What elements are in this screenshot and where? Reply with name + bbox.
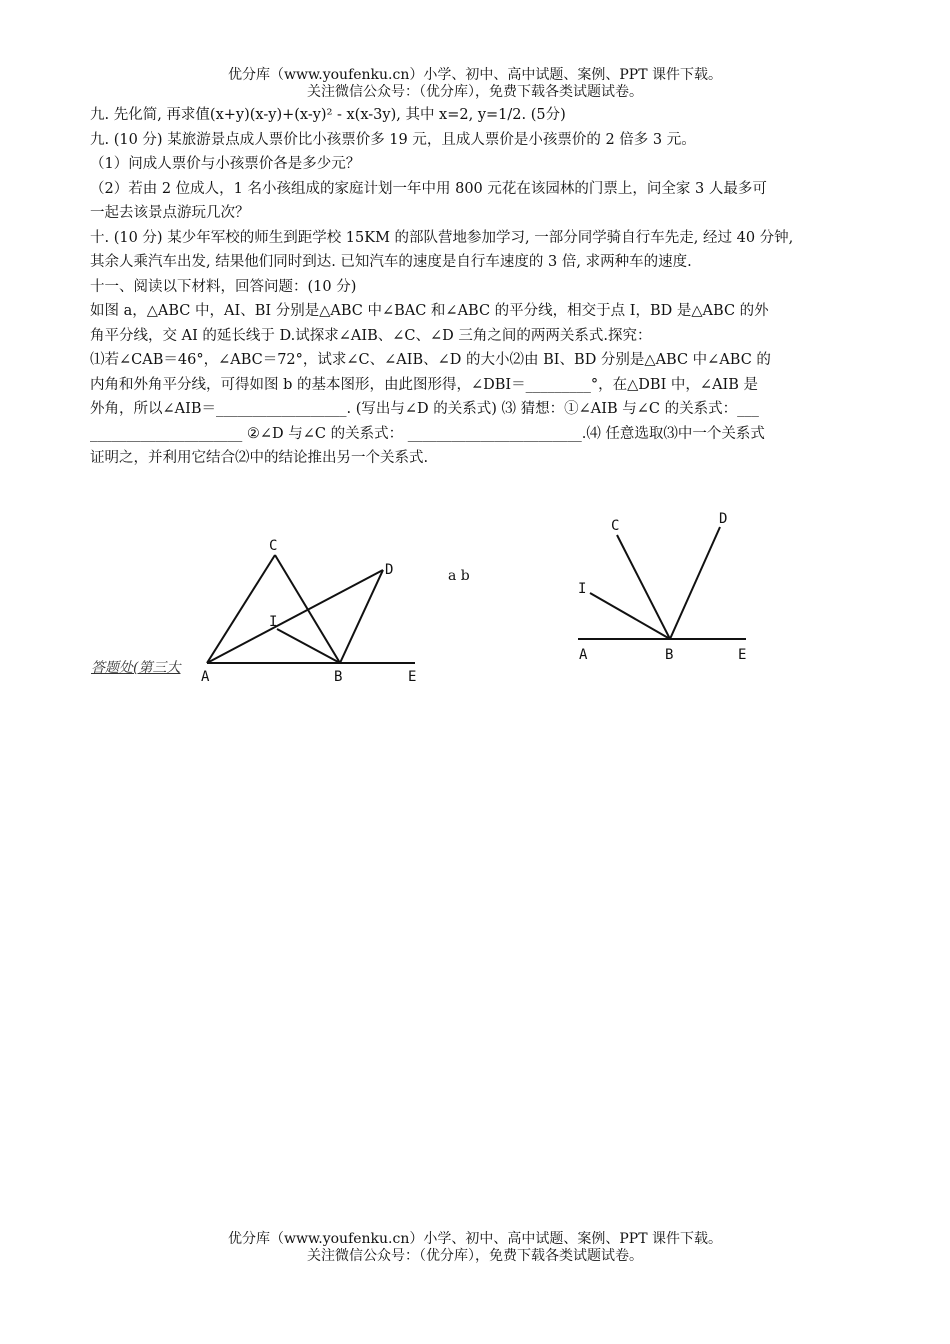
figure-caption: a b <box>448 568 470 584</box>
label-D: D <box>385 562 394 578</box>
label-A: A <box>579 647 588 663</box>
text-line: 十. (10 分) 某少年军校的师生到距学校 15KM 的部队营地参加学习, 一部分同学骑自行车先走, 经过 40 分钟, <box>90 229 794 246</box>
segment-AD <box>207 570 383 663</box>
text-line: 其余人乘汽车出发, 结果他们同时到达. 已知汽车的速度是自行车速度的 3 倍, 求两种车的速度. <box>90 254 692 270</box>
footer-line-1: 优分库（www.youfenku.cn）小学、初中、高中试题、案例、PPT 课件下载。 <box>227 1231 722 1247</box>
text-line: 九. 先化简, 再求值(x+y)(x-y)+(x-y)² - x(x-3y), 其中 x=2, y=1/2. (5分) <box>90 107 566 123</box>
label-E: E <box>738 647 747 663</box>
label-I: I <box>269 614 278 630</box>
footer-line-2: 关注微信公众号：（优分库），免费下载各类试题试卷。 <box>307 1248 643 1264</box>
label-C: C <box>269 538 278 554</box>
text-line: 一起去该景点游玩几次？ <box>90 205 250 221</box>
label-A: A <box>201 669 210 685</box>
text-line: 外角，所以∠AIB＝__________________. (写出与∠D 的关系式) ⑶ 猜想：①∠AIB 与∠C 的关系式：___ <box>90 401 759 417</box>
text-line: _____________________ ②∠D 与∠C 的关系式： ________________________.⑷ 任意选取⑶中一个关系式 <box>90 425 765 442</box>
text-line: 角平分线，交 AI 的延长线于 D.试探求∠AIB、∠C、∠D 三角之间的两两关系式.探究： <box>90 327 652 344</box>
label-D: D <box>719 511 728 527</box>
header-line-2: 关注微信公众号：（优分库），免费下载各类试题试卷。 <box>307 84 643 100</box>
text-line: 十一、阅读以下材料，回答问题：(10 分) <box>90 278 357 295</box>
question-text <box>90 103 862 471</box>
text-line: 如图 a，△ABC 中，AI、BI 分别是△ABC 中∠BAC 和∠ABC 的平分线，相交于点 I，BD 是△ABC 的外 <box>90 303 769 319</box>
label-I: I <box>578 581 587 597</box>
label-E: E <box>408 669 417 685</box>
text-line: （2）若由 2 位成人，1 名小孩组成的家庭计划一年中用 800 元花在该园林的门票上，问全家 3 人最多可 <box>90 180 767 197</box>
label-B: B <box>334 669 343 685</box>
page-footer <box>0 1231 950 1265</box>
text-line: （1）问成人票价与小孩票价各是多少元？ <box>90 156 361 172</box>
text-line: 内角和外角平分线，可得如图 b 的基本图形，由此图形得，∠DBI＝_________°，在△DBI 中，∠AIB 是 <box>90 376 759 393</box>
text-line: ⑴若∠CAB＝46°，∠ABC＝72°，试求∠C、∠AIB、∠D 的大小⑵由 BI、BD 分别是△ABC 中∠ABC 的 <box>90 352 771 368</box>
segment-BD <box>340 570 383 663</box>
figure-b <box>570 505 760 670</box>
segment-AC <box>207 555 278 663</box>
answer-area-label: 答题处(第三大 <box>91 660 181 676</box>
header-line-1: 优分库（www.youfenku.cn）小学、初中、高中试题、案例、PPT 课件下载。 <box>227 67 722 83</box>
text-line: 九. (10 分) 某旅游景点成人票价比小孩票价多 19 元，且成人票价是小孩票价的 2 倍多 3 元。 <box>90 131 696 148</box>
figure-a <box>195 530 435 690</box>
label-B: B <box>665 647 674 663</box>
label-C: C <box>611 518 620 534</box>
segment-BD <box>670 527 720 639</box>
text-line: 证明之，并利用它结合⑵中的结论推出另一个关系式. <box>90 450 429 466</box>
page-header <box>0 67 950 101</box>
